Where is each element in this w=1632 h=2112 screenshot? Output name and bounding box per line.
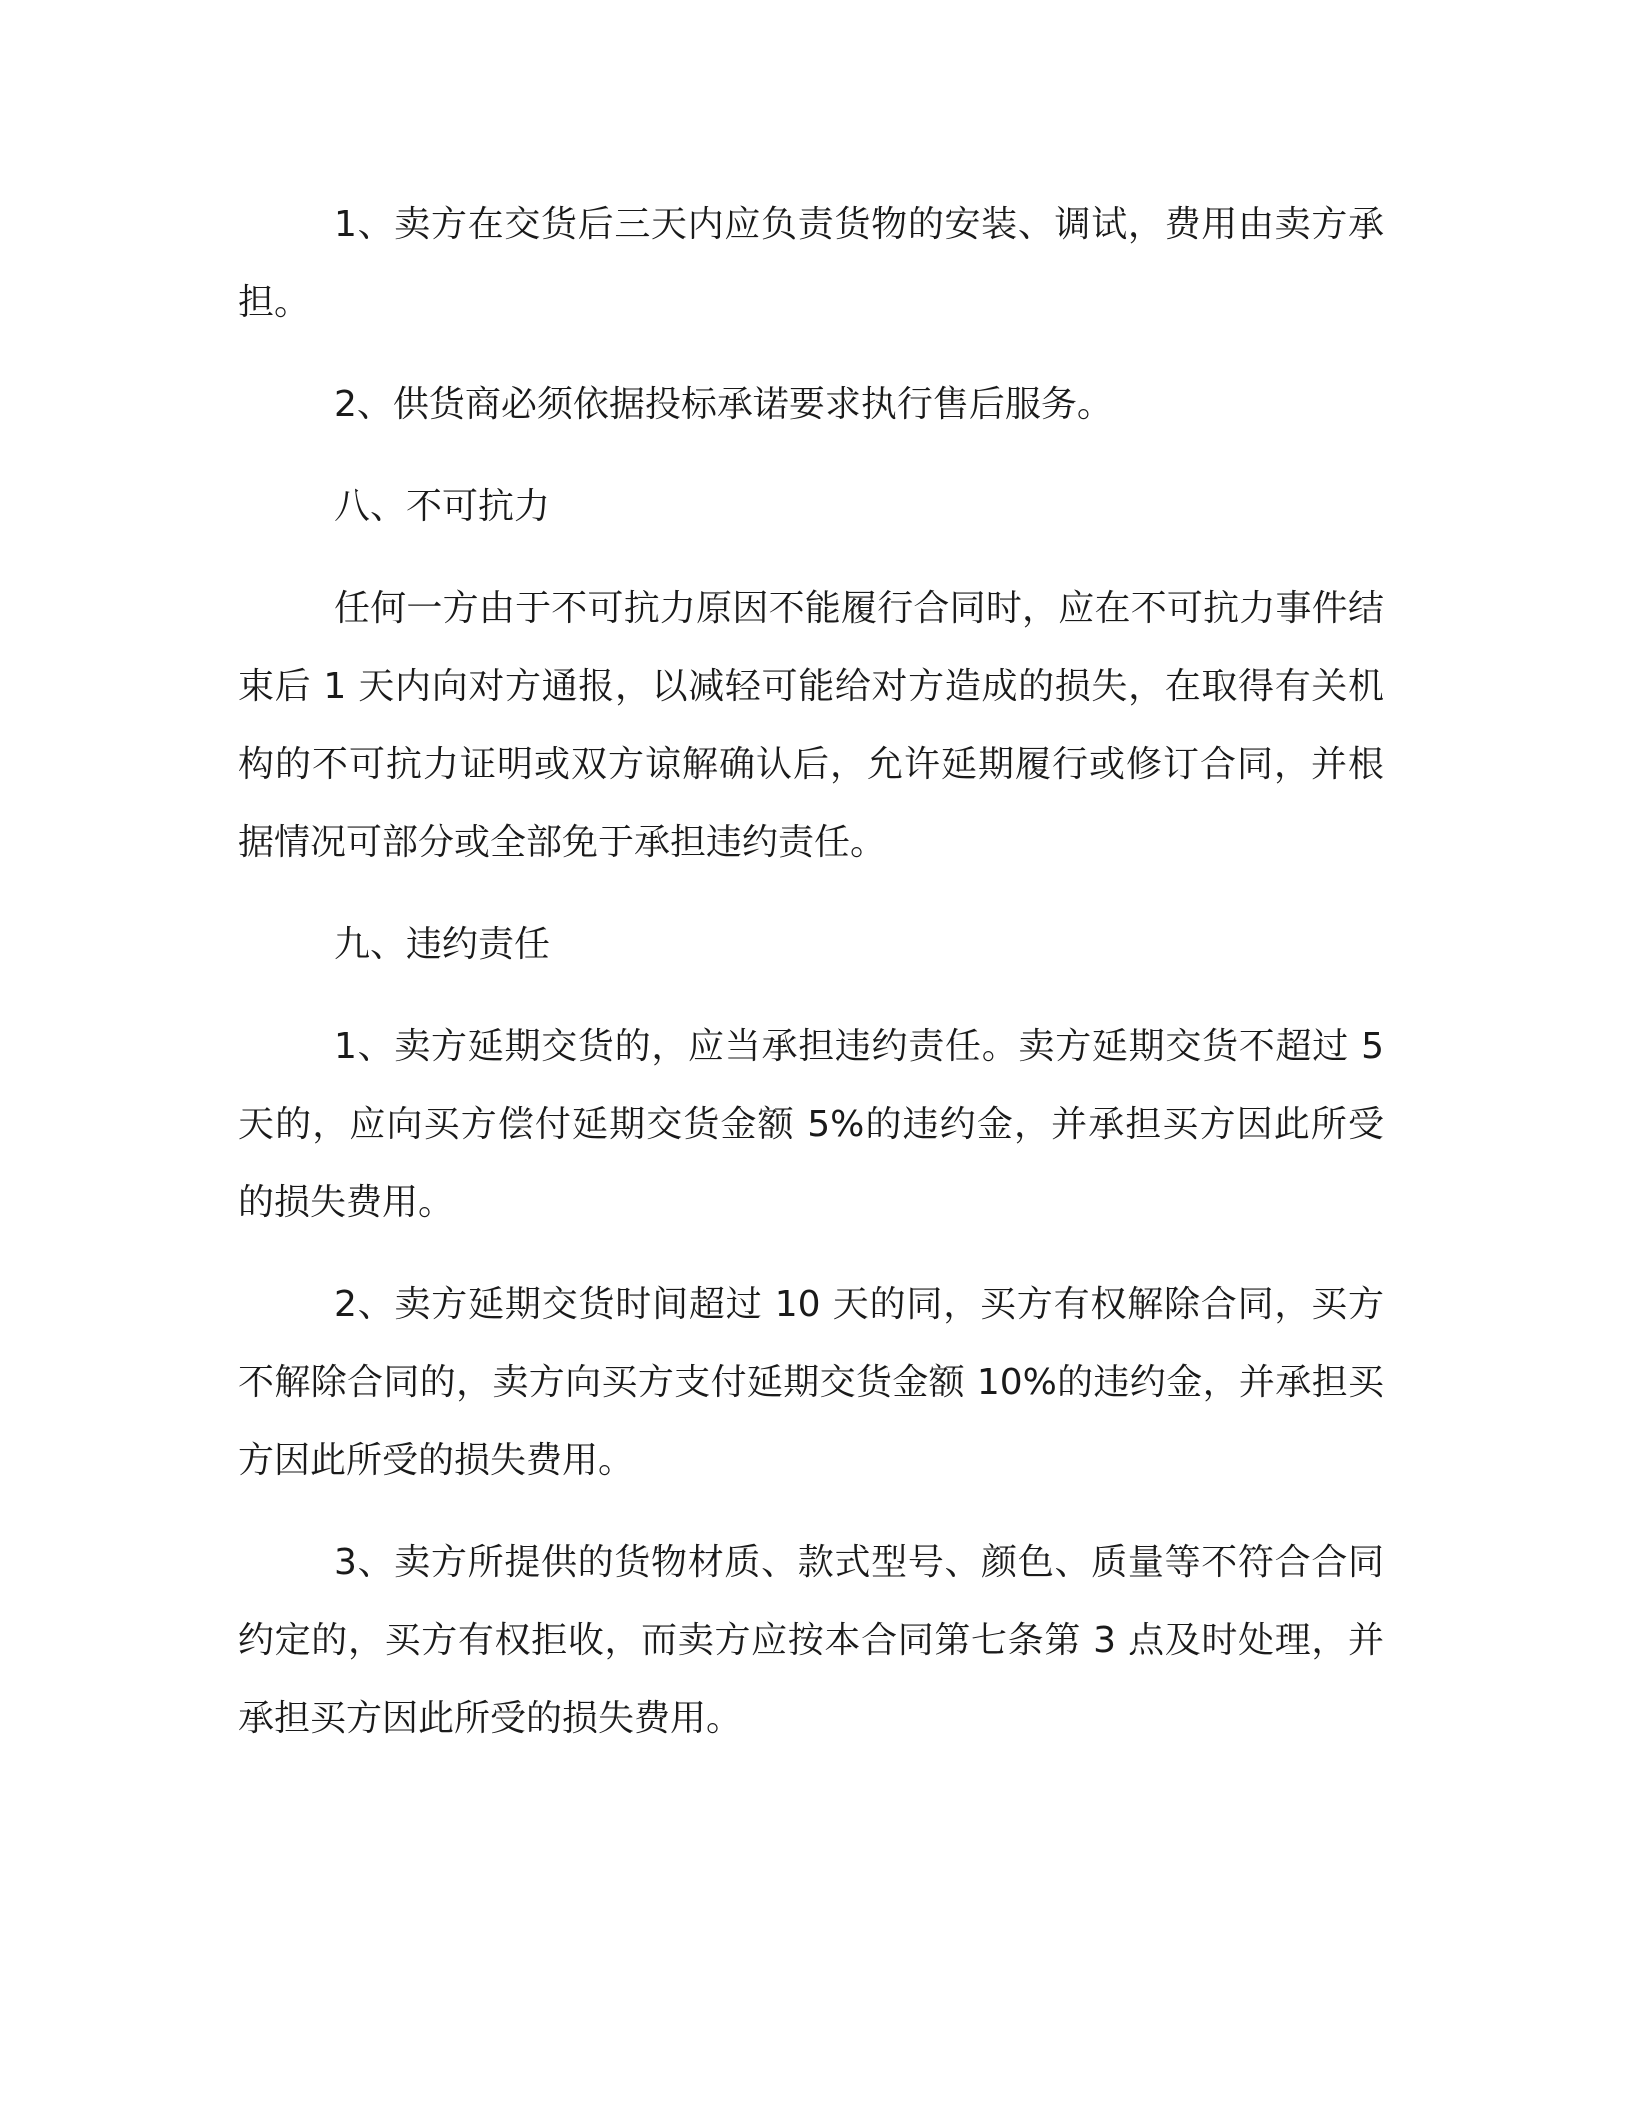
clause-9-1-paragraph: 1、卖方延期交货的，应当承担违约责任。卖方延期交货不超过 5 天的，应向买方偿付延期交货金额 5%的违约金，并承担买方因此所受的损失费用。 bbox=[238, 1026, 1384, 1223]
section-8-heading: 八、不可抗力 bbox=[334, 486, 551, 527]
clause-9-2-paragraph: 2、卖方延期交货时间超过 10 天的同，买方有权解除合同，买方不解除合同的，卖方向买方支付延期交货金额 10%的违约金，并承担买方因此所受的损失费用。 bbox=[238, 1284, 1384, 1481]
clause-8-paragraph: 任何一方由于不可抗力原因不能履行合同时，应在不可抗力事件结束后 1 天内向对方通报，以减轻可能给对方造成的损失，在取得有关机构的不可抗力证明或双方谅解确认后，允许延期履行或修订合同，并根据情况可部分或全部免于承担违约责任。 bbox=[238, 588, 1384, 863]
clause-9-3-paragraph: 3、卖方所提供的货物材质、款式型号、颜色、质量等不符合合同约定的，买方有权拒收，而卖方应按本合同第七条第 3 点及时处理，并承担买方因此所受的损失费用。 bbox=[238, 1542, 1384, 1739]
section-9-heading: 九、违约责任 bbox=[334, 924, 551, 965]
clause-7-2-paragraph: 2、供货商必须依据投标承诺要求执行售后服务。 bbox=[334, 384, 1113, 425]
document-body bbox=[238, 186, 1384, 1782]
clause-7-1-paragraph: 1、卖方在交货后三天内应负责货物的安装、调试，费用由卖方承担。 bbox=[238, 204, 1384, 323]
